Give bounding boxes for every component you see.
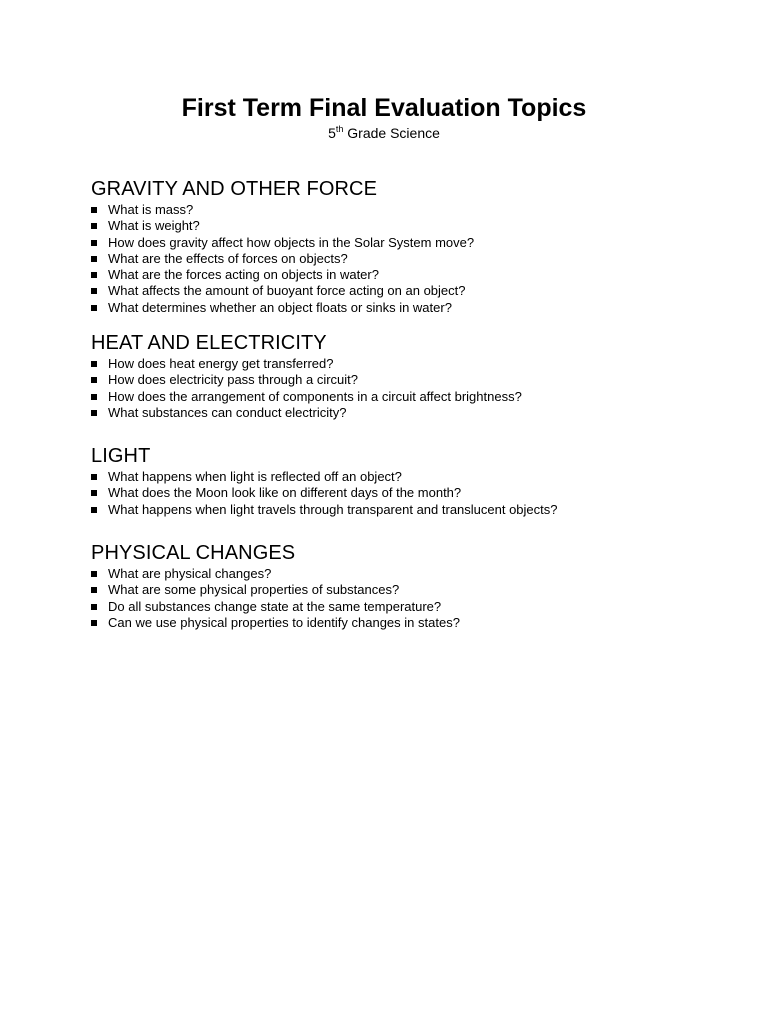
list-item — [91, 599, 711, 615]
square-bullet-icon — [91, 272, 97, 278]
list-item — [91, 405, 711, 421]
grade-number: 5 — [328, 125, 336, 141]
list-item-text: What are physical changes? — [108, 566, 272, 581]
list-item — [91, 356, 711, 372]
list-item-text: How does heat energy get transferred? — [108, 356, 334, 371]
square-bullet-icon — [91, 571, 97, 577]
list-item — [91, 566, 711, 582]
section-heading: PHYSICAL CHANGES — [91, 542, 296, 564]
square-bullet-icon — [91, 288, 97, 294]
list-item-text: What affects the amount of buoyant force acting on an object? — [108, 283, 466, 299]
grade-ordinal-suffix: th — [335, 124, 344, 134]
list-item — [91, 389, 711, 405]
list-item — [91, 251, 711, 267]
list-item — [91, 235, 711, 251]
section-heading: LIGHT — [91, 445, 151, 467]
list-item — [91, 300, 711, 316]
topic-list — [91, 469, 711, 518]
page-title: First Term Final Evaluation Topics — [181, 94, 587, 122]
topic-section — [91, 444, 711, 518]
page-subtitle — [0, 124, 768, 142]
list-item-text: How does electricity pass through a circuit? — [108, 372, 359, 388]
list-item — [91, 615, 711, 631]
list-item-text: What happens when light is reflected off an object? — [108, 469, 402, 484]
list-item — [91, 485, 711, 501]
list-item-text: What does the Moon look like on different days of the month? — [108, 485, 462, 501]
square-bullet-icon — [91, 377, 97, 383]
list-item — [91, 218, 711, 234]
list-item-text: What substances can conduct electricity? — [108, 404, 347, 420]
list-item — [91, 267, 711, 283]
square-bullet-icon — [91, 361, 97, 367]
list-item — [91, 469, 711, 485]
square-bullet-icon — [91, 474, 97, 480]
topic-section — [91, 331, 711, 421]
list-item — [91, 502, 711, 518]
topic-section — [91, 541, 711, 631]
list-item-text: What is weight? — [108, 218, 200, 234]
topic-section — [91, 177, 711, 316]
square-bullet-icon — [91, 223, 97, 229]
square-bullet-icon — [91, 587, 97, 593]
square-bullet-icon — [91, 620, 97, 626]
topic-list — [91, 566, 711, 631]
list-item-text: Can we use physical properties to identify changes in states? — [108, 614, 460, 630]
list-item-text: What is mass? — [108, 202, 194, 217]
section-heading: GRAVITY AND OTHER FORCE — [91, 178, 378, 200]
subject-label: Grade Science — [343, 125, 440, 141]
square-bullet-icon — [91, 507, 97, 513]
list-item-text: What are the forces acting on objects in water? — [108, 267, 379, 283]
square-bullet-icon — [91, 256, 97, 262]
list-item-text: How does gravity affect how objects in the Solar System move? — [108, 234, 475, 250]
list-item — [91, 202, 711, 218]
list-item-text: What are some physical properties of substances? — [108, 582, 400, 598]
square-bullet-icon — [91, 394, 97, 400]
list-item — [91, 582, 711, 598]
square-bullet-icon — [91, 490, 97, 496]
square-bullet-icon — [91, 240, 97, 246]
square-bullet-icon — [91, 305, 97, 311]
list-item-text: What happens when light travels through transparent and translucent objects? — [108, 501, 558, 517]
list-item-text: What determines whether an object floats or sinks in water? — [108, 299, 452, 315]
section-heading: HEAT AND ELECTRICITY — [91, 332, 327, 354]
square-bullet-icon — [91, 410, 97, 416]
square-bullet-icon — [91, 604, 97, 610]
topic-list — [91, 356, 711, 421]
list-item — [91, 372, 711, 388]
square-bullet-icon — [91, 207, 97, 213]
list-item-text: Do all substances change state at the same temperature? — [108, 598, 442, 614]
list-item — [91, 283, 711, 299]
list-item-text: How does the arrangement of components in a circuit affect brightness? — [108, 388, 522, 404]
topic-list — [91, 202, 711, 316]
list-item-text: What are the effects of forces on objects? — [108, 250, 348, 266]
